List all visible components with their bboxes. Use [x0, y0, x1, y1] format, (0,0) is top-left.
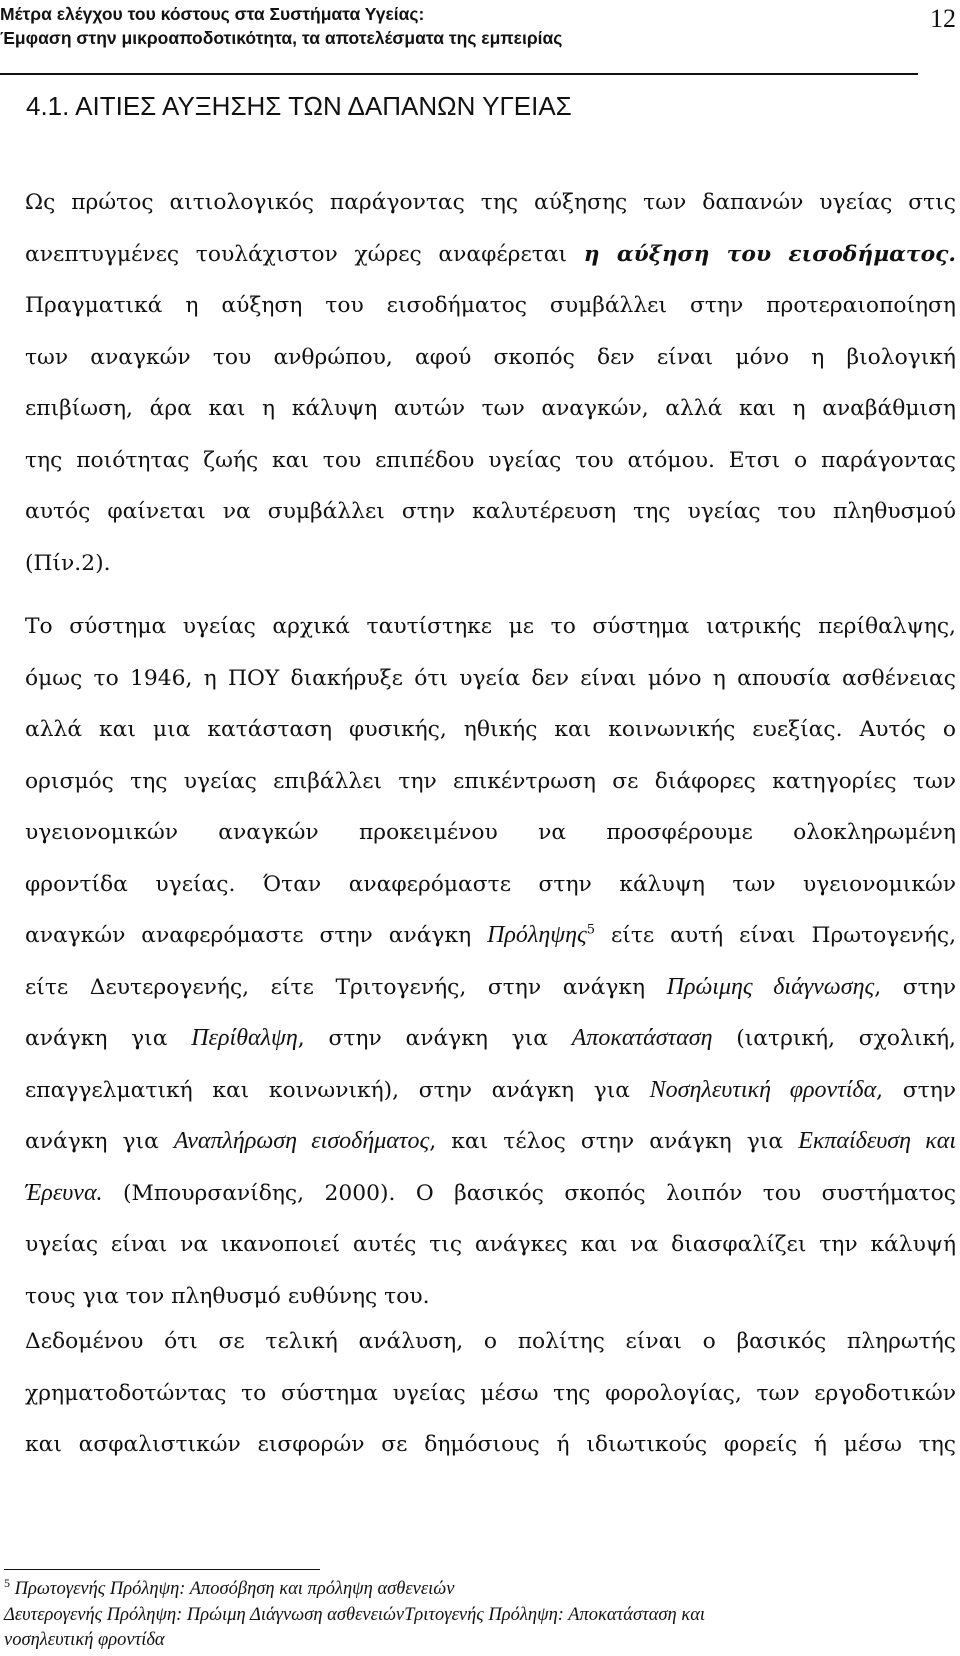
header-title-line-2: Έμφαση στην μικροαποδοτικότητα, τα αποτελέσματα της εμπειρίας	[0, 28, 563, 48]
paragraph-citizen-payer	[25, 1316, 956, 1471]
text-line: ανεπτυγμένες τουλάχιστον χώρες αναφέρεται η αύξηση του εισοδήματος.	[25, 241, 956, 267]
text-line: επιβίωση, άρα και η κάλυψη αυτών των αναγκών, αλλά και η αναβάθμιση	[25, 396, 956, 421]
running-header-title	[0, 2, 880, 50]
text-line: χρηματοδοτώντας το σύστημα υγείας μέσω της φορολογίας, των εργοδοτικών	[25, 1380, 956, 1406]
text-line: αναγκών αναφερόμαστε στην ανάγκη Πρόληψης$^5$ είτε αυτή είναι Πρωτογενής,	[25, 922, 956, 948]
text-line: Δεδομένου ότι σε τελική ανάλυση, ο πολίτης είναι ο βασικός πληρωτής	[25, 1329, 956, 1354]
text-line: υγείας είναι να ικανοποιεί αυτές τις ανάγκες και να διασφαλίζει την κάλυψή	[25, 1232, 956, 1257]
emphasis-income-growth: η αύξηση του εισοδήματος.	[583, 241, 956, 267]
footnote-number: 5	[4, 1575, 10, 1590]
term-nursing-care: Νοσηλευτική φροντίδα	[649, 1076, 877, 1103]
text-line: όμως το 1946, η ΠΟΥ διακήρυξε ότι υγεία δεν είναι μόνο η απουσία ασθένειας	[25, 665, 956, 691]
text-line: επαγγελματική και κοινωνική), στην ανάγκη για Νοσηλευτική φροντίδα, στην	[25, 1076, 957, 1103]
text-line: αυτός φαίνεται να συμβάλλει στην καλυτέρευση της υγείας του πληθυσμού	[25, 499, 956, 524]
text-line: και ασφαλιστικών εισφορών σε δημόσιους ή ιδιωτικούς φορείς ή μέσω της	[25, 1432, 956, 1457]
term-research: Έρευνα.	[25, 1179, 103, 1206]
footnote-line-2: Δευτερογενής Πρόληψη: Πρώιμη Διάγνωση ασθενειώνΤριτογενής Πρόληψη: Αποκατάσταση και	[4, 1605, 706, 1625]
text-line: Ως πρώτος αιτιολογικός παράγοντας της αύξησης των δαπανών υγείας στις	[25, 190, 956, 215]
term-prevention: Πρόληψης	[487, 922, 587, 948]
paragraph-income	[25, 177, 956, 589]
term-care: Περίθαλψη	[191, 1025, 298, 1051]
term-education: Εκπαίδευση και	[798, 1128, 956, 1154]
text-line: Έρευνα. (Μπουρσανίδης, 2000). Ο βασικός σκοπός λοιπόν του συστήματος	[25, 1179, 956, 1206]
text-line: υγειονομικών αναγκών προκειμένου να προσφέρουμε ολοκληρωμένη	[25, 820, 956, 845]
footnote-line-1: $^5$ Πρωτογενής Πρόληψη: Αποσόβηση και πρόληψη ασθενειών	[4, 1575, 455, 1599]
footnote-line-3: νοσηλευτική φροντίδα	[4, 1630, 165, 1650]
term-income-replacement: Αναπλήρωση εισοδήματος	[173, 1128, 430, 1154]
header-divider	[0, 73, 918, 75]
text-line: Πραγματικά η αύξηση του εισοδήματος συμβάλλει στην προτεραιοποίηση	[25, 293, 956, 318]
header-title-line-1: Μέτρα ελέγχου του κόστους στα Συστήματα Υγείας:	[0, 4, 425, 24]
text-line: ορισμός της υγείας επιβάλλει την επικέντρωση σε διάφορες κατηγορίες των	[25, 768, 956, 794]
text-line: αλλά και μια κατάσταση φυσικής, ηθικής και κοινωνικής ευεξίας. Αυτός ο	[25, 717, 956, 742]
paragraph-health-system	[25, 601, 956, 1322]
text-line: (Πίν.2).	[25, 550, 111, 576]
footnote-ref: 5	[586, 922, 596, 938]
text-line: της ποιότητας ζωής και του επιπέδου υγείας του ατόμου. Ετσι ο παράγοντας	[25, 447, 956, 473]
text-line: τους για τον πληθυσμό ευθύνης του.	[25, 1283, 430, 1309]
term-rehabilitation: Αποκατάσταση	[571, 1025, 713, 1051]
text-line: φροντίδα υγείας. Όταν αναφερόμαστε στην κάλυψη των υγειονομικών	[25, 871, 956, 897]
text-line: των αναγκών του ανθρώπου, αφού σκοπός δεν είναι μόνο η βιολογική	[25, 344, 956, 370]
page-number: 12	[930, 4, 956, 33]
term-early-diagnosis: Πρώιμης διάγνωσης	[666, 973, 875, 1000]
section-heading: 4.1. ΑΙΤΙΕΣ ΑΥΞΗΣΗΣ ΤΩΝ ΔΑΠΑΝΩΝ ΥΓΕΙΑΣ	[26, 91, 572, 121]
text-line: είτε Δευτερογενής, είτε Τριτογενής, στην ανάγκη Πρώιμης διάγνωσης, στην	[25, 973, 956, 1000]
footnote-separator	[4, 1569, 320, 1570]
text-line: ανάγκη για Αναπλήρωση εισοδήματος, και τέλος στην ανάγκη για Εκπαίδευση και	[25, 1128, 956, 1154]
text-line: Το σύστημα υγείας αρχικά ταυτίστηκε με το σύστημα ιατρικής περίθαλψης,	[25, 614, 956, 639]
text-line: ανάγκη για Περίθαλψη, στην ανάγκη για Αποκατάσταση (ιατρική, σχολική,	[25, 1025, 956, 1051]
